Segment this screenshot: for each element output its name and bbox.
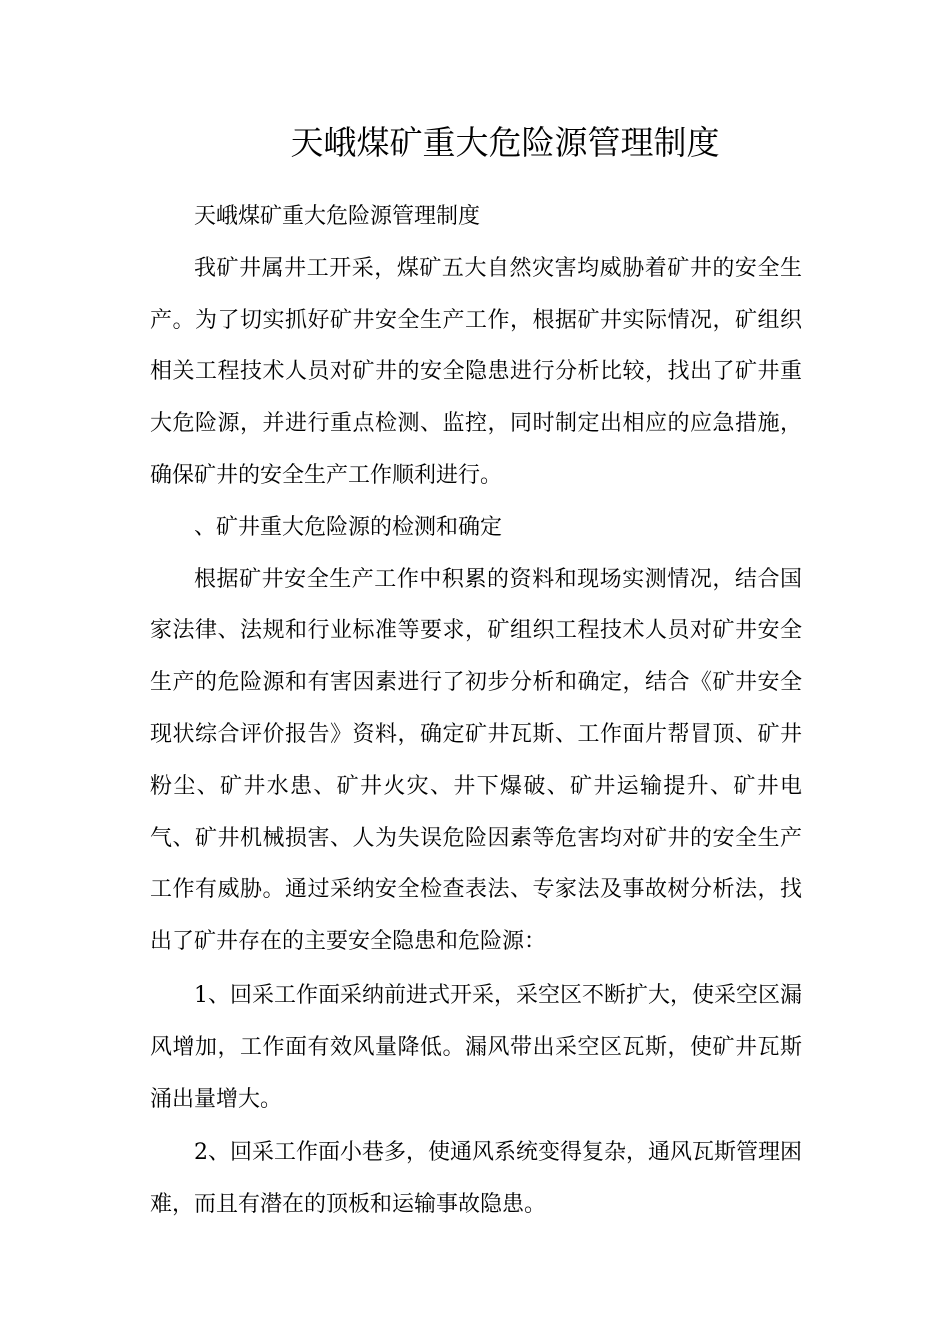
- paragraph-subtitle: 天峨煤矿重大危险源管理制度: [194, 204, 481, 229]
- paragraph-analysis: 根据矿井安全生产工作中积累的资料和现场实测情况，结合国家法律、法规和行业标准等要求，矿组织工程技术人员对矿井安全生产的危险源和有害因素进行了初步分析和确定，结合《矿井安全现状综合评价报告》资料，确定矿井瓦斯、工作面片帮冒顶、矿井粉尘、矿井水患、矿井火灾、井下爆破、矿井运输提升、矿井电气、矿井机械损害、人为失误危险因素等危害均对矿井的安全生产工作有威胁。通过采纳安全检查表法、专家法及事故树分析法，找出了矿井存在的主要安全隐患和危险源：: [150, 566, 802, 955]
- document-title: 天峨煤矿重大危险源管理制度: [290, 123, 720, 162]
- document-body: [150, 191, 802, 1231]
- paragraph-intro: 我矿井属井工开采，煤矿五大自然灾害均威胁着矿井的安全生产。为了切实抓好矿井安全生产工作，根据矿井实际情况，矿组织相关工程技术人员对矿井的安全隐患进行分析比较，找出了矿井重大危险源，并进行重点检测、监控，同时制定出相应的应急措施，确保矿井的安全生产工作顺利进行。: [150, 255, 802, 488]
- list-item-2: 2、回采工作面小巷多，使通风系统变得复杂，通风瓦斯管理困难，而且有潜在的顶板和运输事故隐患。: [150, 1140, 802, 1218]
- list-item-1: 1、回采工作面采纳前进式开采，采空区不断扩大，使采空区漏风增加，工作面有效风量降低。漏风带出采空区瓦斯，使矿井瓦斯涌出量增大。: [150, 982, 802, 1112]
- section-heading: 、矿井重大危险源的检测和确定: [194, 514, 503, 540]
